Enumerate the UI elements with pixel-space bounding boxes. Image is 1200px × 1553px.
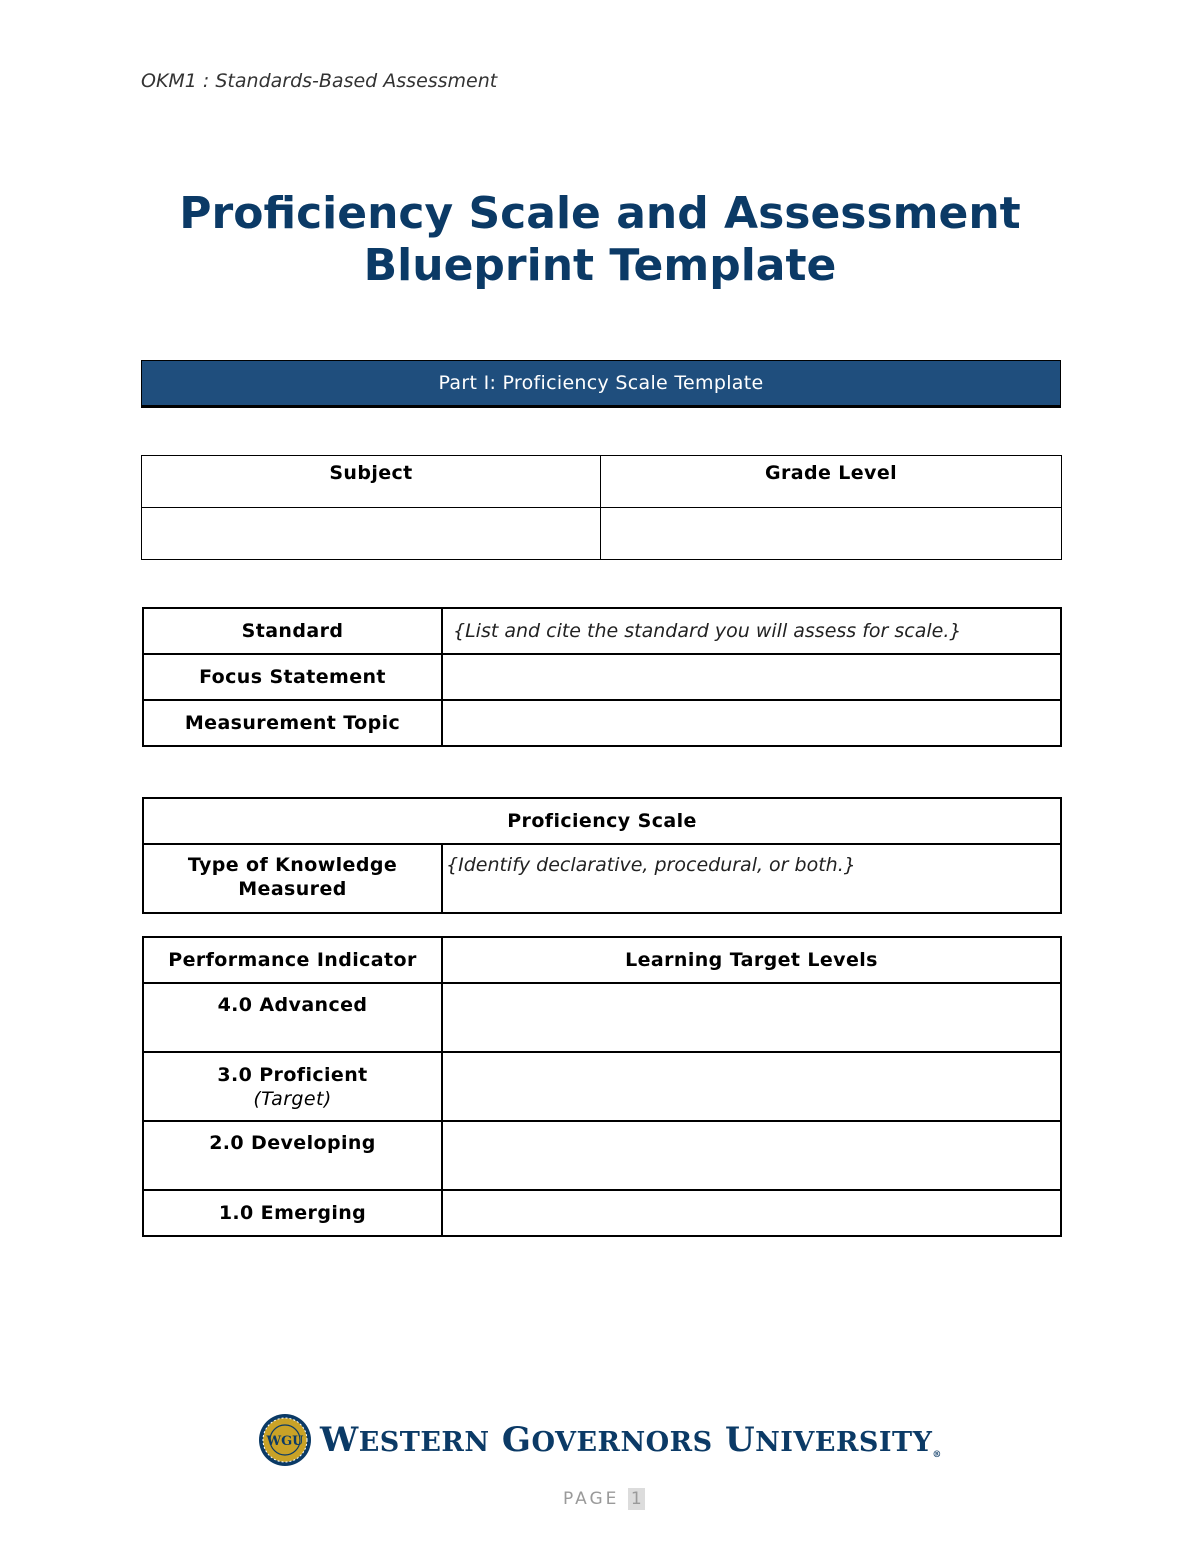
document-header: OKM1 : Standards-Based Assessment (141, 70, 498, 92)
wgu-wordmark: WESTERN GOVERNORS UNIVERSITY® (320, 1420, 942, 1460)
title-line-2: Blueprint Template (363, 240, 837, 291)
level-3-label (143, 1052, 442, 1121)
performance-indicator-header: Performance Indicator (143, 937, 442, 983)
standard-label: Standard (143, 608, 442, 654)
wgu-seal-icon (258, 1413, 312, 1467)
measurement-topic-label: Measurement Topic (143, 700, 442, 746)
level-4-input-cell[interactable] (442, 983, 1061, 1052)
level-1-input-cell[interactable] (442, 1190, 1061, 1236)
title-line-1: Proficiency Scale and Assessment (179, 188, 1021, 239)
subject-input-cell[interactable] (142, 508, 601, 560)
knowledge-type-input-cell[interactable]: {Identify declarative, procedural, or both.} (442, 844, 1061, 913)
grade-level-input-cell[interactable] (601, 508, 1062, 560)
level-2-label: 2.0 Developing (143, 1121, 442, 1190)
level-1-label: 1.0 Emerging (143, 1190, 442, 1236)
standard-input-cell[interactable]: {List and cite the standard you will assess for scale.} (442, 608, 1061, 654)
measurement-topic-input-cell[interactable] (442, 700, 1061, 746)
level-3-note: (Target) (253, 1088, 332, 1110)
page-number-value: 1 (628, 1488, 645, 1510)
level-4-label: 4.0 Advanced (143, 983, 442, 1052)
level-2-input-cell[interactable] (442, 1121, 1061, 1190)
focus-statement-label: Focus Statement (143, 654, 442, 700)
proficiency-scale-header: Proficiency Scale (143, 798, 1061, 844)
part-1-banner: Part I: Proficiency Scale Template (141, 360, 1061, 408)
focus-statement-input-cell[interactable] (442, 654, 1061, 700)
knowledge-type-label-line-1: Type of Knowledge (187, 854, 398, 876)
learning-target-levels-header: Learning Target Levels (442, 937, 1061, 983)
subject-header: Subject (142, 456, 601, 508)
subject-grade-table (141, 455, 1062, 560)
page-number (563, 1489, 645, 1509)
wgu-logo (258, 1412, 942, 1468)
standard-table (142, 607, 1062, 747)
page-label: PAGE (563, 1489, 620, 1509)
level-3-title: 3.0 Proficient (217, 1064, 368, 1086)
level-3-input-cell[interactable] (442, 1052, 1061, 1121)
performance-levels-table (142, 936, 1062, 1237)
grade-level-header: Grade Level (601, 456, 1062, 508)
seal-letters: WGU (266, 1434, 304, 1449)
document-title (0, 188, 1200, 292)
knowledge-type-label (143, 844, 442, 913)
proficiency-scale-table (142, 797, 1062, 914)
knowledge-type-label-line-2: Measured (238, 878, 347, 900)
